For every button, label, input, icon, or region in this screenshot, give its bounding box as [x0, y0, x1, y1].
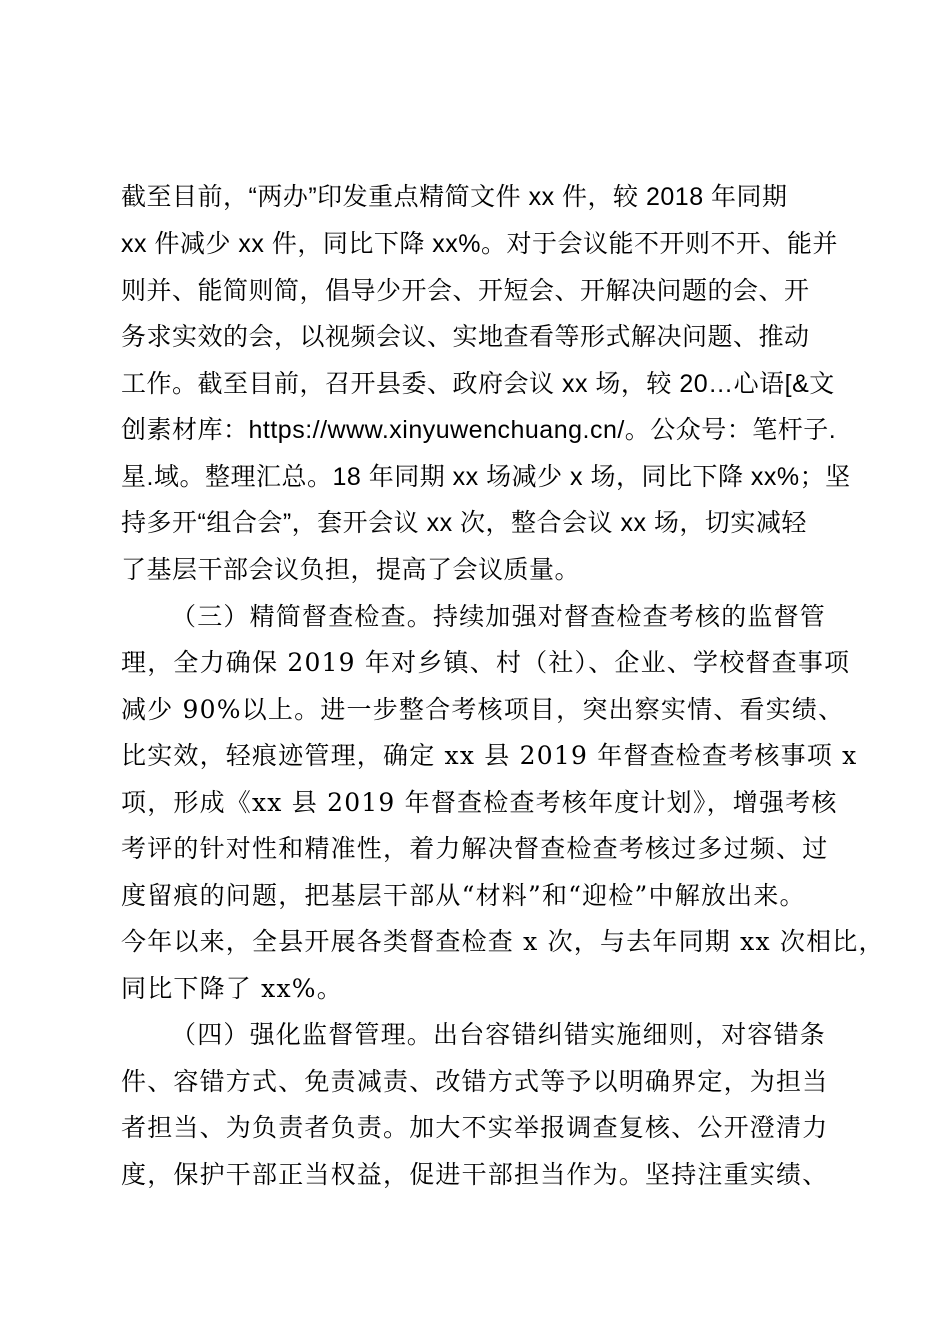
paragraph-2-line-3: 减少 90%以上。进一步整合考核项目，突出察实情、看实绩、	[121, 695, 845, 724]
paragraph-1-line-7: 星.域。整理汇总。18 年同期 xx 场减少 x 场，同比下降 xx%；坚	[121, 463, 851, 491]
paragraph-1-line-3: 则并、能简则简，倡导少开会、开短会、开解决问题的会、开	[121, 277, 810, 305]
paragraph-1-line-1: 截至目前，“两办”印发重点精简文件 xx 件，较 2018 年同期	[121, 183, 788, 211]
paragraph-2-line-2: 理，全力确保 2019 年对乡镇、村（社）、企业、学校督查事项	[121, 648, 851, 677]
paragraph-1-line-4: 务求实效的会，以视频会议、实地查看等形式解决问题、推动	[121, 323, 810, 351]
paragraph-2-line-9: 同比下降了 xx%。	[121, 974, 343, 1003]
paragraph-2-line-5: 项，形成《xx 县 2019 年督查检查考核年度计划》，增强考核	[121, 788, 838, 817]
paragraph-2-line-1: （三）精简督查检查。持续加强对督查检查考核的监督管	[171, 602, 827, 631]
paragraph-3-line-1: （四）强化监督管理。出台容错纠错实施细则，对容错条	[171, 1020, 827, 1049]
paragraph-3-line-2: 件、容错方式、免责减责、改错方式等予以明确界定，为担当	[121, 1067, 829, 1096]
paragraph-2-line-7: 度留痕的问题，把基层干部从“材料”和“迎检”中解放出来。	[121, 881, 806, 910]
paragraph-1-line-5: 工作。截至目前，召开县委、政府会议 xx 场，较 20…心语[&文	[121, 370, 835, 398]
paragraph-1-line-6: 创素材库：https://www.xinyuwenchuang.cn/。公众号：笔杆子.	[121, 416, 837, 444]
paragraph-2-line-4: 比实效，轻痕迹管理，确定 xx 县 2019 年督查检查考核事项 x	[121, 741, 858, 770]
paragraph-3-line-3: 者担当、为负责者负责。加大不实举报调查复核、公开澄清力	[121, 1113, 829, 1142]
paragraph-2-line-8: 今年以来，全县开展各类督查检查 x 次，与去年同期 xx 次相比，	[121, 927, 885, 956]
paragraph-2-line-6: 考评的针对性和精准性，着力解决督查检查考核过多过频、过	[121, 834, 829, 863]
paragraph-1-line-8: 持多开“组合会”，套开会议 xx 次，整合会议 xx 场，切实减轻	[121, 509, 807, 537]
paragraph-1-line-2: xx 件减少 xx 件，同比下降 xx%。对于会议能不开则不开、能并	[121, 230, 839, 258]
paragraph-3-line-4: 度，保护干部正当权益，促进干部担当作为。坚持注重实绩、	[121, 1160, 829, 1189]
paragraph-1-line-9: 了基层干部会议负担，提高了会议质量。	[121, 556, 581, 584]
